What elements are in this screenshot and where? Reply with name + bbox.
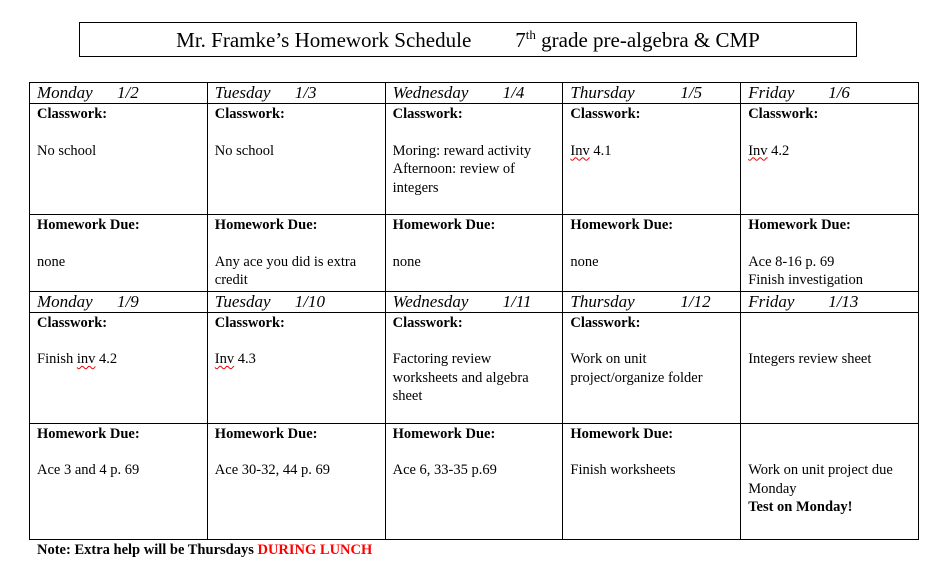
classwork-row <box>30 104 919 215</box>
classwork-text: Factoring review worksheets and algebra sheet <box>392 351 529 404</box>
homework-row <box>30 215 919 292</box>
day-date: 1/9 <box>117 291 139 311</box>
classwork-line <box>37 350 200 369</box>
day-header-row <box>30 291 919 312</box>
homework-text: none <box>37 253 66 270</box>
day-date: 1/10 <box>294 291 326 311</box>
day-name: Tuesday <box>214 291 271 311</box>
homework-line <box>215 461 378 480</box>
homework-label: Homework Due: <box>214 217 318 233</box>
classwork-line <box>37 142 200 161</box>
classwork-cell <box>30 312 208 423</box>
schedule-table <box>29 82 919 540</box>
classwork-text: Afternoon: review of integers <box>392 161 515 196</box>
homework-line <box>748 461 911 498</box>
homework-label: Homework Due: <box>570 425 674 442</box>
homework-line <box>37 253 200 272</box>
note-highlight: DURING LUNCH <box>257 542 373 558</box>
classwork-text: No school <box>37 142 97 159</box>
day-date: 1/12 <box>680 291 711 311</box>
classwork-text: 4.2 <box>95 351 118 367</box>
homework-line <box>215 253 378 290</box>
classwork-cell <box>385 104 563 215</box>
homework-cell <box>563 423 741 539</box>
day-header-cell <box>563 291 741 312</box>
day-name: Wednesday <box>392 291 469 311</box>
homework-text: Ace 3 and 4 p. 69 <box>37 462 140 478</box>
classwork-line <box>570 350 733 387</box>
homework-label: Homework Due: <box>392 217 496 233</box>
homework-text: Any ace you did is extra credit <box>214 253 357 288</box>
homework-line <box>393 253 556 272</box>
classwork-label: Classwork: <box>748 106 819 122</box>
classwork-text: Work on unit project/organize folder <box>570 351 703 386</box>
misspelled-word: Inv <box>214 351 235 367</box>
homework-cell <box>741 215 919 292</box>
classwork-label: Classwork: <box>37 106 108 122</box>
note <box>37 542 372 559</box>
day-name: Tuesday <box>214 83 271 102</box>
homework-text: Test on Monday! <box>748 499 853 515</box>
day-date: 1/2 <box>117 83 139 102</box>
classwork-text: 4.2 <box>767 142 790 159</box>
classwork-text: No school <box>214 142 275 159</box>
classwork-label: Classwork: <box>214 314 285 331</box>
classwork-text: Integers review sheet <box>748 351 872 367</box>
day-header-cell <box>30 83 208 104</box>
day-name: Friday <box>748 291 795 311</box>
misspelled-word: Inv <box>570 142 590 159</box>
classwork-cell <box>563 104 741 215</box>
homework-text: none <box>392 253 421 270</box>
note-text: Note: Extra help will be Thursdays <box>37 542 258 558</box>
classwork-label-blank <box>748 314 911 333</box>
grade-number: 7 <box>515 28 526 52</box>
day-header-cell <box>741 291 919 312</box>
homework-line <box>748 253 911 272</box>
homework-cell <box>563 215 741 292</box>
day-name: Wednesday <box>392 83 469 102</box>
homework-text: none <box>570 253 599 270</box>
classwork-cell <box>741 104 919 215</box>
day-date: 1/3 <box>294 83 317 102</box>
day-date: 1/11 <box>502 291 532 311</box>
classwork-line <box>748 142 911 161</box>
homework-text: Finish worksheets <box>570 462 676 478</box>
day-name: Monday <box>37 291 93 311</box>
homework-cell <box>30 215 208 292</box>
classwork-text: 4.3 <box>234 351 256 367</box>
homework-line <box>748 271 911 290</box>
homework-label-blank <box>748 425 911 444</box>
classwork-cell <box>385 312 563 423</box>
day-header-cell <box>563 83 741 104</box>
homework-label: Homework Due: <box>37 217 140 233</box>
classwork-cell <box>741 312 919 423</box>
classwork-cell <box>207 104 385 215</box>
day-name: Monday <box>37 83 93 102</box>
day-name: Thursday <box>570 291 635 311</box>
classwork-label: Classwork: <box>37 314 108 331</box>
grade-suffix: th <box>525 27 536 42</box>
homework-text: Ace 8-16 p. 69 <box>748 253 835 270</box>
homework-text: Finish investigation <box>748 272 863 288</box>
day-name: Thursday <box>570 83 635 102</box>
homework-line <box>37 461 200 480</box>
day-date: 1/6 <box>828 83 850 102</box>
classwork-label: Classwork: <box>392 314 463 331</box>
grade-text: grade pre-algebra & CMP <box>535 28 760 52</box>
homework-label: Homework Due: <box>37 425 140 442</box>
classwork-line <box>570 142 733 161</box>
homework-text: Work on unit project due Monday <box>748 462 893 497</box>
homework-cell <box>207 215 385 292</box>
classwork-line <box>215 350 378 369</box>
homework-line <box>570 253 733 272</box>
homework-line <box>570 461 733 480</box>
classwork-cell <box>30 104 208 215</box>
classwork-label: Classwork: <box>570 314 641 331</box>
day-header-cell <box>30 291 208 312</box>
classwork-line <box>393 160 556 197</box>
homework-line <box>393 461 556 480</box>
homework-label: Homework Due: <box>570 217 674 233</box>
homework-label: Homework Due: <box>392 425 496 442</box>
page-title <box>79 22 857 57</box>
homework-cell <box>741 423 919 539</box>
classwork-label: Classwork: <box>570 106 641 122</box>
day-header-cell <box>741 83 919 104</box>
day-header-cell <box>385 291 563 312</box>
homework-label: Homework Due: <box>748 217 851 233</box>
classwork-label: Classwork: <box>392 106 463 122</box>
day-header-row <box>30 83 919 104</box>
day-date: 1/13 <box>828 291 859 311</box>
classwork-line <box>215 142 378 161</box>
homework-line <box>748 498 911 517</box>
classwork-line <box>393 350 556 406</box>
day-name: Friday <box>748 83 795 102</box>
misspelled-word: Inv <box>748 142 768 159</box>
homework-cell <box>30 423 208 539</box>
homework-cell <box>385 423 563 539</box>
misspelled-word: inv <box>76 351 96 367</box>
classwork-line <box>748 350 911 369</box>
day-header-cell <box>207 291 385 312</box>
homework-text: Ace 6, 33-35 p.69 <box>392 462 497 478</box>
classwork-label: Classwork: <box>214 106 285 122</box>
classwork-line <box>393 142 556 161</box>
homework-label: Homework Due: <box>214 425 318 442</box>
classwork-text: Moring: reward activity <box>392 142 532 159</box>
classwork-cell <box>207 312 385 423</box>
classwork-cell <box>563 312 741 423</box>
title-text: Mr. Framke’s Homework Schedule <box>176 28 472 52</box>
day-date: 1/4 <box>502 83 525 102</box>
classwork-text: 4.1 <box>589 142 612 159</box>
day-date: 1/5 <box>680 83 703 102</box>
day-header-cell <box>207 83 385 104</box>
homework-cell <box>207 423 385 539</box>
homework-row <box>30 423 919 539</box>
day-header-cell <box>385 83 563 104</box>
classwork-text: Finish <box>37 351 77 367</box>
homework-text: Ace 30-32, 44 p. 69 <box>214 462 330 478</box>
homework-cell <box>385 215 563 292</box>
classwork-row <box>30 312 919 423</box>
